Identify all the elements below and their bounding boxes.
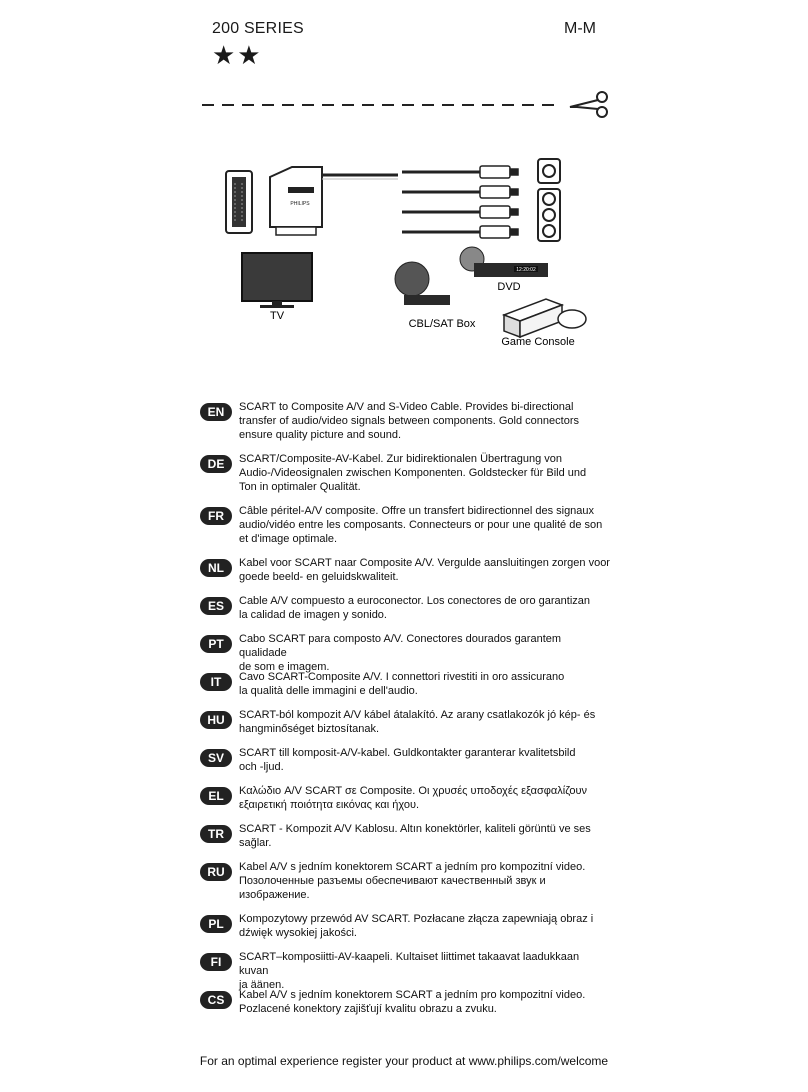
lang-desc-en: SCART to Composite A/V and S-Video Cable. Provides bi-directional transfer of audio/video signals between components. Gold connectors ensure quality picture and sound. xyxy=(239,401,579,442)
scissors-icon xyxy=(570,92,607,117)
lang-desc-tr: SCART - Kompozit A/V Kablosu. Altın konektörler, kaliteli görüntü ve ses sağlar. xyxy=(239,823,591,850)
lang-item-es xyxy=(200,594,610,632)
game-label: Game Console xyxy=(501,336,575,348)
lang-item-tr xyxy=(200,822,610,860)
lang-desc-el: Καλώδιο A/V SCART σε Composite. Οι χρυσές υποδοχές εξασφαλίζουν εξαιρετική ποιότητα εικόνας και ήχου. xyxy=(239,785,587,812)
lang-badge-it: IT xyxy=(200,673,232,691)
lang-badge-sv: SV xyxy=(200,749,232,767)
jack-panel xyxy=(538,159,560,241)
dvd-display: 12:20:02 xyxy=(516,267,536,273)
plug-brand: PHILIPS xyxy=(290,201,310,207)
lang-desc-hu: SCART-ból kompozit A/V kábel átalakító. Az arany csatlakozók jó kép- és hangminőséget biztosítanak. xyxy=(239,709,596,736)
scart-socket xyxy=(226,171,252,233)
lang-badge-hu: HU xyxy=(200,711,232,729)
lang-desc-ru: Kabel A/V s jedním konektorem SCART a jedním pro kompozitní video. Позолоченные разъемы обеспечивают качественный звук и изображение. xyxy=(239,861,586,902)
lang-item-fr xyxy=(200,504,610,556)
tv-label: TV xyxy=(269,310,285,322)
lang-desc-pl: Kompozytowy przewód AV SCART. Pozłacane złącza zapewniają obraz i dźwięk wysokiej jakości. xyxy=(239,913,594,940)
lang-desc-it: Cavo SCART-Composite A/V. I connettori rivestiti in oro assicurano la qualità delle immagini e dell'audio. xyxy=(239,671,565,698)
cut-line xyxy=(202,88,612,118)
lang-desc-cs: Kabel A/V s jedním konektorem SCART a jedním pro kompozitní video. Pozlacené konektory zajišťují kvalitu obrazu a zvuku. xyxy=(239,989,586,1016)
lang-desc-fi: SCART–komposiitti-AV-kaapeli. Kultaiset liittimet takaavat laadukkaan kuvan ja äänen. xyxy=(239,951,580,992)
lang-item-el xyxy=(200,784,610,822)
lang-badge-ru: RU xyxy=(200,863,232,881)
lang-desc-es: Cable A/V compuesto a euroconector. Los conectores de oro garantizan la calidad de imagen y sonido. xyxy=(239,595,590,622)
lang-desc-nl: Kabel voor SCART naar Composite A/V. Vergulde aansluitingen zorgen voor goede beeld- en geluidskwaliteit. xyxy=(239,557,610,584)
lang-desc-sv: SCART till komposit-A/V-kabel. Guldkontakter garanterar kvalitetsbild och -ljud. xyxy=(239,747,576,774)
register-footer: For an optimal experience register your product at www.philips.com/welcome xyxy=(199,1054,609,1068)
lang-badge-es: ES xyxy=(200,597,232,615)
lang-item-pl xyxy=(200,912,610,950)
lang-item-pt xyxy=(200,632,610,674)
series-title: 200 SERIES xyxy=(212,20,304,37)
lang-desc-de: SCART/Composite-AV-Kabel. Zur bidirektionalen Übertragung von Audio-/Videosignalen zwischen Komponenten. Goldstecker für Bild und Ton in optimaler Qualität. xyxy=(239,453,587,494)
lang-badge-tr: TR xyxy=(200,825,232,843)
lang-badge-nl: NL xyxy=(200,559,232,577)
lang-badge-pl: PL xyxy=(200,915,232,933)
lang-badge-cs: CS xyxy=(200,991,232,1009)
lang-item-it xyxy=(200,670,610,708)
lang-item-ru xyxy=(200,860,610,912)
satellite-box-icon xyxy=(395,262,450,305)
lang-item-fi xyxy=(200,950,610,992)
lang-item-hu xyxy=(200,708,610,746)
language-list xyxy=(200,400,610,1026)
lang-item-de xyxy=(200,452,610,504)
lang-item-cs xyxy=(200,988,610,1026)
rca-connectors xyxy=(402,166,518,238)
sat-label: CBL/SAT Box xyxy=(408,318,476,330)
rating-stars: ★★ xyxy=(212,40,263,70)
lang-desc-pt: Cabo SCART para composto A/V. Conectores dourados garantem qualidade de som e imagem. xyxy=(239,633,562,674)
lang-item-en xyxy=(200,400,610,452)
game-console-icon xyxy=(504,299,586,337)
lang-badge-fr: FR xyxy=(200,507,232,525)
lang-badge-fi: FI xyxy=(200,953,232,971)
lang-badge-en: EN xyxy=(200,403,232,421)
lang-badge-pt: PT xyxy=(200,635,232,653)
dvd-label: DVD xyxy=(497,281,521,293)
lang-desc-fr: Câble péritel-A/V composite. Offre un transfert bidirectionnel des signaux audio/vidéo entre les composants. Connecteurs or pour une qualité de son et d'image optimale. xyxy=(239,505,603,546)
dvd-icon xyxy=(460,247,548,277)
tv-icon xyxy=(242,253,312,308)
lang-item-nl xyxy=(200,556,610,594)
connection-diagram xyxy=(222,155,602,355)
lang-badge-de: DE xyxy=(200,455,232,473)
lang-item-sv xyxy=(200,746,610,784)
lang-badge-el: EL xyxy=(200,787,232,805)
scart-plug xyxy=(270,167,322,235)
model-code: M-M xyxy=(564,20,596,37)
